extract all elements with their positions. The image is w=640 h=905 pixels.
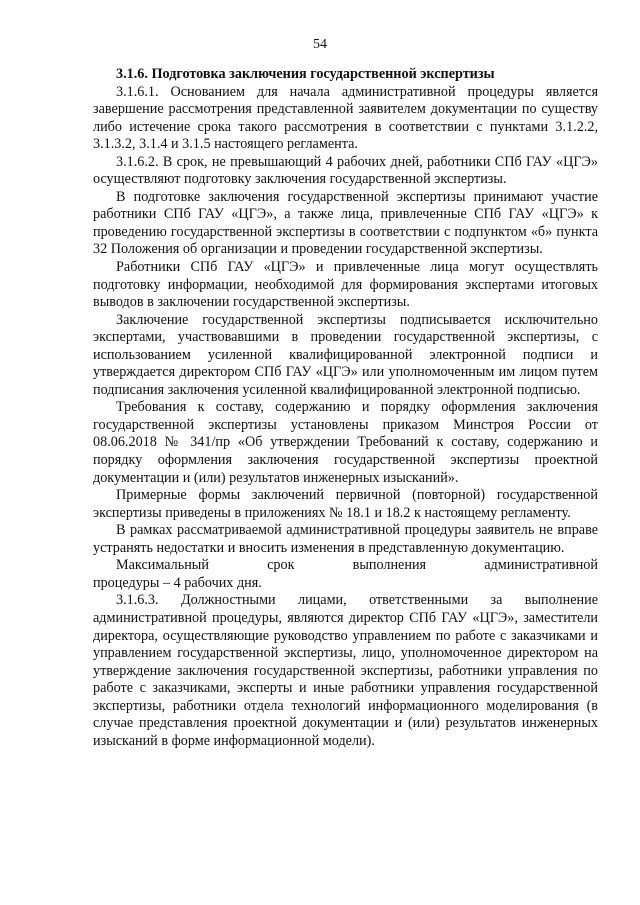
paragraph-no-changes: В рамках рассматриваемой административной процедуры заявитель не вправе устранять недостатки и вносить изменения в представленную документацию. [93,522,598,556]
document-body [93,66,598,750]
paragraph-3-1-6-3: 3.1.6.3. Должностными лицами, ответственными за выполнение административной процедуры, являются директор СПб ГАУ «ЦГЭ», заместители директора, осуществляющие руководство управлением по работе с заказчиками и управлением государственной экспертизы, лицо, уполномоченное директором на утверждение заключения государственной экспертизы, работники управления по работе с заказчиками, эксперты и иные работники управления государственной экспертизы, работники отдела технологий информационного моделирования (в случае представления проектной документации и (или) результатов инженерных изысканий в форме информационной модели). [93,592,598,749]
paragraph-requirements: Требования к составу, содержанию и порядку оформления заключения государственной экспертизы установлены приказом Минстроя России от 08.06.2018 № 341/пр «Об утверждении Требований к составу, содержанию и порядку оформления заключения государственной экспертизы проектной документации и (или) результатов инженерных изысканий». [93,399,598,486]
paragraph-sample-forms: Примерные формы заключений первичной (повторной) государственной экспертизы приведены в приложениях № 18.1 и 18.2 к настоящему регламенту. [93,487,598,521]
paragraph-3-1-6-1: 3.1.6.1. Основанием для начала административной процедуры является завершение рассмотрения представленной заявителем документации по существу либо истечение срока такого рассмотрения в соответствии с пунктами 3.1.2.2, 3.1.3.2, 3.1.4 и 3.1.5 настоящего регламента. [93,83,598,153]
paragraph-3-1-6-2: 3.1.6.2. В срок, не превышающий 4 рабочих дней, работники СПб ГАУ «ЦГЭ» осуществляют подготовку заключения государственной экспертизы. [93,153,598,188]
paragraph-information-preparation: Работники СПб ГАУ «ЦГЭ» и привлеченные лица могут осуществлять подготовку информации, необходимой для формирования экспертами итоговых выводов в заключении государственной экспертизы. [93,259,598,311]
section-heading: 3.1.6. Подготовка заключения государственной экспертизы [116,66,495,82]
max-term-word: Максимальный [116,557,209,574]
max-term-tail: процедуры – 4 рабочих дня. [93,574,262,591]
paragraph-participants: В подготовке заключения государственной экспертизы принимают участие работники СПб ГАУ «ЦГЭ», а также лица, привлеченные СПб ГАУ «ЦГЭ» к проведению государственной экспертизы в соответствии с подпунктом «б» пункта 32 Положения об организации и проведении государственной экспертизы. [93,188,598,258]
max-term-word: выполнения [352,557,427,574]
max-term-line [93,557,598,575]
page-number: 54 [313,37,327,52]
paragraph-signing: Заключение государственной экспертизы подписывается исключительно экспертами, участвовавшими в проведении государственной экспертизы, с использованием усиленной квалифицированной электронной подписи и утверждается директором СПб ГАУ «ЦГЭ» или уполномоченным им лицом путем подписания заключения усиленной квалифицированной электронной подписью. [93,311,598,398]
max-term-word: административной [484,557,598,574]
max-term-word: срок [267,557,295,574]
